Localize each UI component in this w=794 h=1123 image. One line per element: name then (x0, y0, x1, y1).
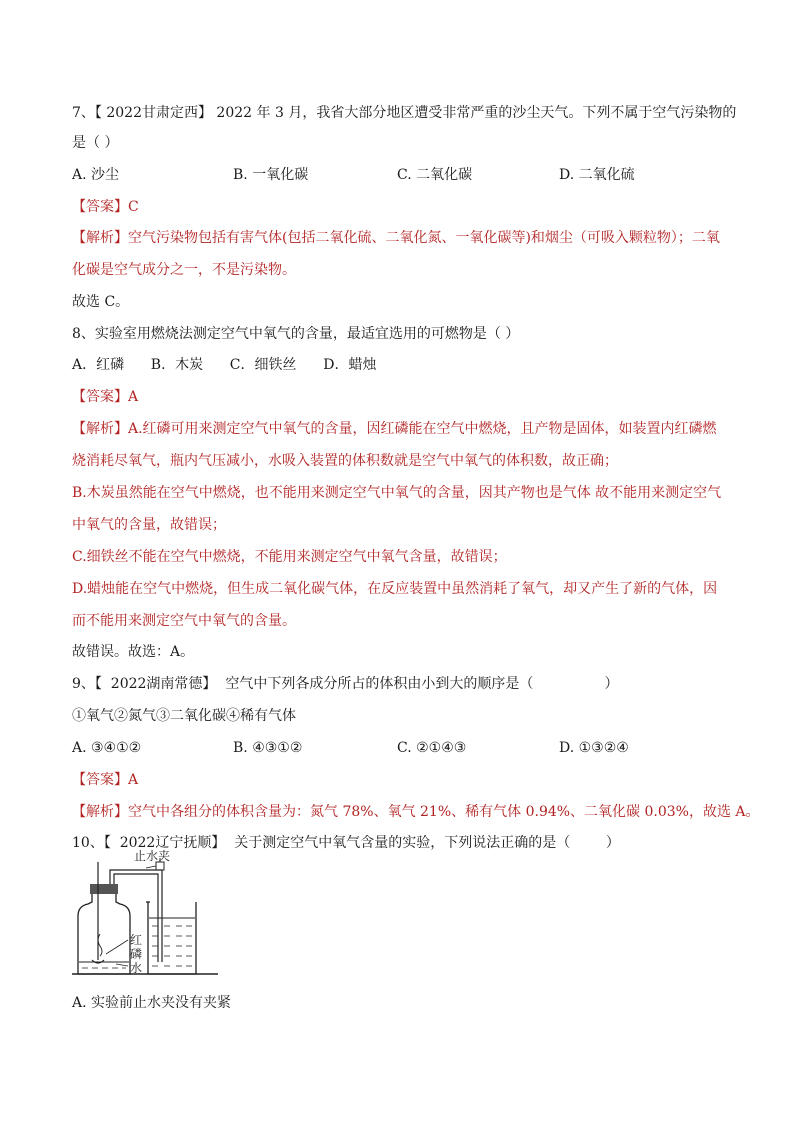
q7-option-d: D. 二氧化硫 (559, 167, 635, 183)
analysis-text: A.红磷可用来测定空气中氧气的含量，因红磷能在空气中燃烧，且产物是固体，如装置内红磷燃 (128, 421, 717, 437)
answer-tag: 【答案】 (72, 199, 128, 215)
phosphorus-label-1: 红 (130, 933, 143, 947)
q9-analysis-line1 (72, 803, 760, 821)
q9-answer (72, 771, 138, 789)
q8-answer (72, 388, 138, 406)
answer-value: A (128, 772, 139, 788)
q8-options: A．红磷 B．木炭 C．细铁丝 D．蜡烛 (72, 357, 377, 373)
q7-option-a: A. 沙尘 (72, 167, 120, 183)
q7-answer (72, 198, 139, 216)
q9-option-c: C. ②①④③ (397, 740, 467, 756)
analysis-tag: 【解析】 (72, 804, 128, 820)
q7-option-b: B. 一氧化碳 (233, 167, 309, 183)
stop-clamp (156, 862, 164, 870)
analysis-text: 空气污染物包括有害气体(包括二氧化硫、二氧化氮、一氧化碳等)和烟尘（可吸入颗粒物）；二氧 (128, 230, 720, 246)
water-label: 水 (130, 961, 143, 975)
q7-analysis-line1 (72, 229, 720, 247)
q9-stem-line1: 9、【 2022湖南常德】 空气中下列各成分所占的体积由小到大的顺序是（ ） (72, 676, 619, 692)
q10-stem: 10、【 2022辽宁抚顺】 关于测定空气中氧气含量的实验，下列说法正确的是（ ） (72, 835, 620, 851)
clamp-label: 止水夹 (134, 849, 171, 863)
q7-analysis-line2: 化碳是空气成分之一，不是污染物。 (72, 262, 296, 278)
analysis-tag: 【解析】 (72, 230, 128, 246)
phosphorus-label-2: 磷 (130, 947, 143, 961)
oxygen-measurement-apparatus-figure (72, 849, 222, 984)
q8-conclusion: 故错误。故选：A。 (72, 644, 195, 660)
q8-analysis-line2: 烧消耗尽氧气，瓶内气压减小，水吸入装置的体积数就是空气中氧气的体积数，故正确； (72, 453, 618, 469)
answer-tag: 【答案】 (72, 389, 128, 405)
q8-analysis-line7: 而不能用来测定空气中氧气的含量。 (72, 613, 296, 629)
answer-value: A (128, 389, 139, 405)
q9-option-b: B. ④③①② (233, 740, 303, 756)
rubber-stopper (90, 884, 118, 894)
answer-value: C (128, 199, 139, 215)
q7-option-c: C. 二氧化碳 (397, 167, 473, 183)
beaker (148, 902, 196, 974)
q7-stem-line1: 7、【 2022甘肃定西】 2022 年 3 月，我省大部分地区遭受非常严重的沙尘天气。下列不属于空气污染物的 (72, 105, 737, 121)
analysis-text: 空气中各组分的体积含量为：氮气 78%、氧气 21%、稀有气体 0.94%、二氧化碳 0.03%，故选 A。 (128, 804, 760, 820)
q8-analysis-line5: C.细铁丝不能在空气中燃烧，不能用来测定空气中氧气含量，故错误； (72, 549, 507, 565)
q9-stem-line2: ①氧气②氮气③二氧化碳④稀有气体 (72, 708, 296, 724)
q8-analysis-line6: D.蜡烛能在空气中燃烧，但生成二氧化碳气体，在反应装置中虽然消耗了氧气，却又产生了新的气体，因 (72, 581, 718, 597)
answer-tag: 【答案】 (72, 772, 128, 788)
q8-analysis-line1 (72, 420, 717, 438)
q7-conclusion: 故选 C。 (72, 294, 130, 310)
analysis-tag: 【解析】 (72, 421, 128, 437)
q8-analysis-line3: B.木炭虽然能在空气中燃烧，也不能用来测定空气中氧气的含量，因其产物也是气体 故不能用来测定空气 (72, 485, 722, 501)
q7-stem-line2: 是（ ） (72, 135, 119, 151)
q10-option-a: A. 实验前止水夹没有夹紧 (72, 995, 232, 1011)
q8-stem: 8、实验室用燃烧法测定空气中氧气的含量，最适宜选用的可燃物是（ ） (72, 326, 520, 342)
q8-analysis-line4: 中氧气的含量，故错误； (72, 517, 226, 533)
q9-option-a: A. ③④①② (72, 740, 142, 756)
q9-option-d: D. ①③②④ (559, 740, 629, 756)
